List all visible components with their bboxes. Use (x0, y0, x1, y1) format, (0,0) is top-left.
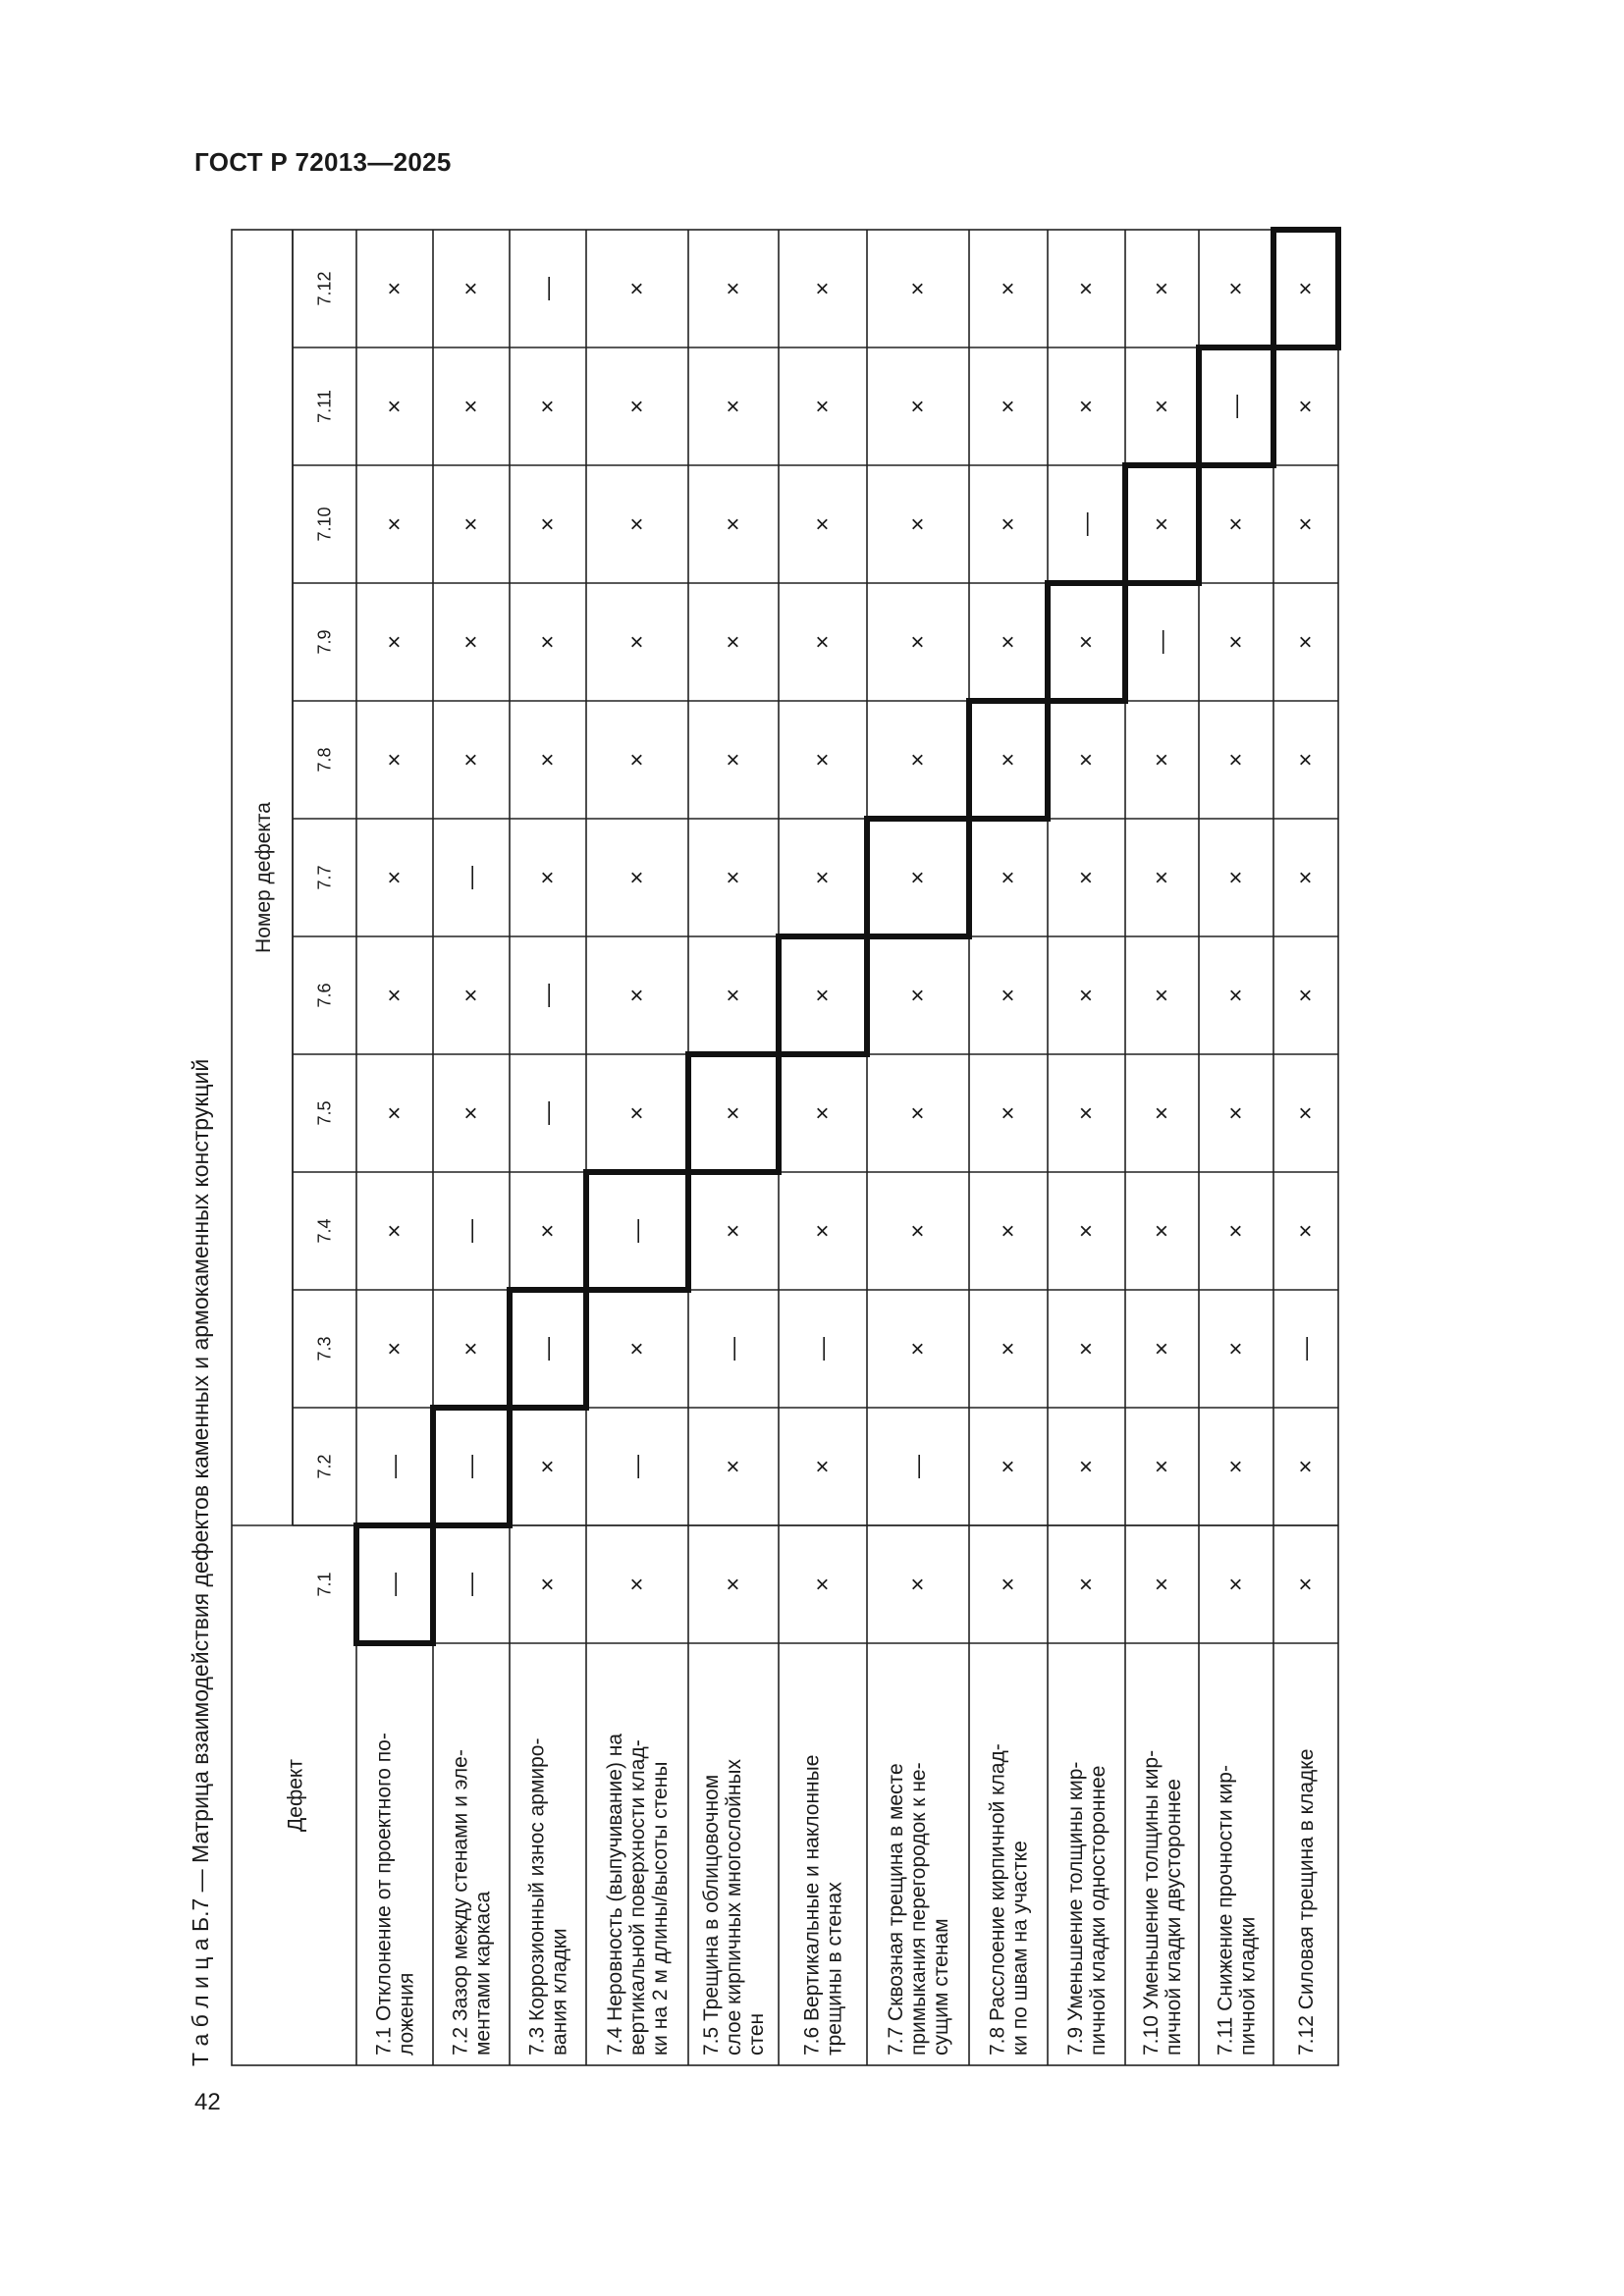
matrix-cell: × (1073, 1105, 1100, 1121)
matrix-cell: × (720, 988, 747, 1003)
matrix-cell: × (809, 1223, 837, 1239)
column-number: 7.4 (314, 1218, 335, 1244)
defect-name-line: 7.6 Вертикальные и наклонные (800, 1754, 824, 2056)
matrix-cell: — (1222, 395, 1250, 418)
matrix-cell: × (381, 634, 408, 650)
matrix-cell: × (1149, 870, 1175, 885)
matrix-cell: × (1222, 634, 1250, 650)
matrix-cell: × (1292, 1223, 1320, 1239)
matrix-cell: × (534, 1576, 562, 1592)
matrix-cell: × (995, 281, 1022, 296)
column-number: 7.5 (314, 1100, 335, 1126)
defect-name-line: вания кладки (548, 1928, 571, 2056)
matrix-cell: — (720, 1337, 747, 1361)
matrix-cell: × (1073, 988, 1100, 1003)
matrix-cell: × (1222, 870, 1250, 885)
matrix-cell: × (904, 516, 932, 532)
matrix-cell: × (623, 752, 651, 768)
defect-name-line: вертикальной поверхности клад- (626, 1739, 649, 2056)
matrix-cell: × (1149, 1576, 1175, 1592)
matrix-cell: × (1073, 1341, 1100, 1357)
matrix-cell: × (1292, 399, 1320, 414)
defect-name (450, 1749, 495, 2056)
matrix-cell: × (458, 752, 485, 768)
matrix-cell: × (1222, 281, 1250, 296)
matrix-cell: × (381, 399, 408, 414)
defect-name-line: 7.1 Отклонение от проектного по- (372, 1733, 396, 2056)
matrix-cell: × (458, 1341, 485, 1357)
defect-name-line: 7.12 Силовая трещина в кладке (1295, 1748, 1318, 2056)
matrix-cell: × (720, 1223, 747, 1239)
matrix-cell: × (458, 516, 485, 532)
matrix-cell: × (381, 516, 408, 532)
defect-name (885, 1762, 952, 2056)
defect-name-line: 7.5 Трещина в облицовочном (700, 1774, 723, 2056)
matrix-cell: × (381, 1341, 408, 1357)
matrix-cell: × (720, 634, 747, 650)
matrix-cell: × (904, 399, 932, 414)
defect-name-line: 7.2 Зазор между стенами и эле- (449, 1749, 472, 2056)
matrix-cell: × (534, 516, 562, 532)
matrix-cell: × (623, 281, 651, 296)
matrix-cell: × (1073, 1459, 1100, 1474)
column-number: 7.10 (314, 507, 335, 542)
matrix-cell: × (995, 516, 1022, 532)
column-number: 7.2 (314, 1454, 335, 1479)
matrix-cell: × (1149, 1223, 1175, 1239)
matrix-cell: × (809, 1576, 837, 1592)
column-number: 7.11 (314, 390, 335, 423)
defect-name (1064, 1762, 1110, 2056)
matrix-cell: × (623, 1341, 651, 1357)
defect-name (373, 1733, 418, 2056)
matrix-cell: × (720, 399, 747, 414)
matrix-cell: × (1222, 1576, 1250, 1592)
matrix-cell: × (1292, 516, 1320, 532)
defect-name-line: ки на 2 м длины/высоты стены (649, 1761, 672, 2056)
matrix-cell: × (1222, 1105, 1250, 1121)
matrix-cell: × (1073, 281, 1100, 296)
defect-name-line: примыкания перегородок к не- (907, 1762, 930, 2056)
defect-column-header: Дефект (284, 1759, 307, 1832)
defect-name-line: пичной кладки двустороннее (1163, 1779, 1185, 2056)
defect-name (987, 1743, 1032, 2056)
matrix-cell: × (623, 1576, 651, 1592)
matrix-cell: × (995, 399, 1022, 414)
matrix-cell: × (995, 870, 1022, 885)
matrix-cell: × (995, 1576, 1022, 1592)
matrix-cell: × (904, 1341, 932, 1357)
matrix-cell: × (458, 281, 485, 296)
matrix-cell: × (1292, 870, 1320, 885)
defect-name-line: 7.9 Уменьшение толщины кир- (1064, 1761, 1087, 2056)
defect-name (526, 1738, 571, 2056)
matrix-cell: × (995, 1223, 1022, 1239)
matrix-cell: × (1149, 988, 1175, 1003)
matrix-cell: × (1073, 870, 1100, 885)
matrix-cell: × (809, 634, 837, 650)
matrix-cell: × (904, 1576, 932, 1592)
matrix-cell: × (995, 1341, 1022, 1357)
matrix-cell: × (995, 634, 1022, 650)
matrix-cell: × (720, 870, 747, 885)
defect-name (1215, 1765, 1260, 2056)
matrix-cell: × (904, 870, 932, 885)
matrix-cell: — (534, 1337, 562, 1361)
matrix-cell: — (534, 1101, 562, 1125)
matrix-cell: × (1073, 399, 1100, 414)
matrix-cell: × (623, 1105, 651, 1121)
matrix-cell: × (381, 870, 408, 885)
matrix-cell: — (1149, 630, 1175, 654)
table-caption: Т а б л и ц а Б.7 — Матрица взаимодействия дефектов каменных и армокаменных конструкций (188, 1058, 213, 2066)
matrix-cell: × (1292, 988, 1320, 1003)
matrix-cell: × (623, 988, 651, 1003)
matrix-cell: — (904, 1455, 932, 1478)
defect-name-line: 7.7 Сквозная трещина в месте (885, 1763, 907, 2056)
column-number: 7.7 (314, 865, 335, 890)
matrix-cell: × (1149, 399, 1175, 414)
matrix-cell: — (381, 1573, 408, 1596)
standard-number: ГОСТ Р 72013—2025 (194, 147, 452, 177)
defect-name (604, 1734, 672, 2056)
defect-name-line: сущим стенам (930, 1918, 952, 2056)
matrix-cell: × (1292, 1459, 1320, 1474)
matrix-cell: × (458, 634, 485, 650)
matrix-cell: × (623, 870, 651, 885)
matrix-cell: × (809, 516, 837, 532)
matrix-cell: × (381, 752, 408, 768)
matrix-cell: × (458, 988, 485, 1003)
matrix-cell: × (995, 752, 1022, 768)
matrix-cell: × (809, 1459, 837, 1474)
matrix-cell: × (904, 1223, 932, 1239)
defect-name-line: ки по швам на участке (1008, 1841, 1032, 2056)
matrix-cell: × (1149, 1459, 1175, 1474)
matrix-cell: × (623, 399, 651, 414)
matrix-cell: × (904, 752, 932, 768)
matrix-cell: × (904, 988, 932, 1003)
matrix-cell: × (1222, 1341, 1250, 1357)
matrix-cell: — (458, 866, 485, 889)
column-number: 7.9 (314, 629, 335, 655)
page-number: 42 (194, 2089, 221, 2115)
matrix-cell: — (809, 1337, 837, 1361)
defect-name-line: 7.3 Коррозионный износ армиро- (525, 1737, 549, 2056)
matrix-cell: × (534, 870, 562, 885)
matrix-cell: × (1073, 1576, 1100, 1592)
matrix-cell: — (534, 984, 562, 1007)
defect-name-line: 7.11 Снижение прочности кир- (1214, 1765, 1237, 2056)
matrix-cell: × (809, 752, 837, 768)
matrix-cell: × (1149, 1341, 1175, 1357)
column-number: 7.12 (314, 271, 335, 306)
column-number: 7.3 (314, 1336, 335, 1362)
matrix-cell: × (1222, 1223, 1250, 1239)
matrix-cell: — (623, 1455, 651, 1478)
column-number: 7.6 (314, 983, 335, 1008)
matrix-cell: × (623, 516, 651, 532)
matrix-cell: × (534, 634, 562, 650)
defect-name (1140, 1750, 1185, 2056)
matrix-cell: × (1149, 281, 1175, 296)
matrix-cell: × (381, 988, 408, 1003)
matrix-cell: × (995, 1459, 1022, 1474)
defect-name-line: 7.10 Уменьшение толщины кир- (1140, 1749, 1163, 2056)
matrix-cell: × (720, 281, 747, 296)
matrix-cell: × (720, 752, 747, 768)
matrix-cell: × (720, 516, 747, 532)
matrix-cell: × (534, 752, 562, 768)
column-number: 7.1 (314, 1572, 335, 1597)
matrix-cell: — (458, 1455, 485, 1478)
matrix-cell: × (809, 1105, 837, 1121)
matrix-cell: — (381, 1455, 408, 1478)
matrix-cell: × (995, 1105, 1022, 1121)
matrix-cell: × (1292, 634, 1320, 650)
matrix-cell: × (381, 281, 408, 296)
matrix-cell: — (1073, 512, 1100, 536)
matrix-cell: — (534, 277, 562, 300)
matrix-cell: × (1292, 752, 1320, 768)
matrix-cell: × (1149, 516, 1175, 532)
matrix-cell: × (381, 1223, 408, 1239)
matrix-cell: — (623, 1219, 651, 1243)
matrix-cell: × (809, 399, 837, 414)
matrix-cell: × (904, 634, 932, 650)
column-number: 7.8 (314, 747, 335, 773)
matrix-cell: × (809, 870, 837, 885)
matrix-cell: × (623, 634, 651, 650)
matrix-cell: × (720, 1459, 747, 1474)
defect-name (700, 1758, 768, 2056)
number-group-header: Номер дефекта (252, 802, 275, 953)
defect-name-line: пичной кладки (1236, 1916, 1260, 2056)
matrix-cell: — (458, 1573, 485, 1596)
matrix-cell: × (809, 988, 837, 1003)
defect-name-line: ложения (395, 1972, 418, 2056)
defect-name-line: трещины в стенах (823, 1882, 846, 2056)
defect-name-line: пичной кладки одностороннее (1087, 1765, 1110, 2056)
matrix-cell: × (1073, 1223, 1100, 1239)
defect-name-line: ментами каркаса (471, 1891, 495, 2056)
matrix-cell: × (1222, 752, 1250, 768)
matrix-cell: × (534, 399, 562, 414)
matrix-cell: × (720, 1105, 747, 1121)
matrix-cell: × (534, 1223, 562, 1239)
matrix-cell: × (381, 1105, 408, 1121)
matrix-cell: × (1292, 1576, 1320, 1592)
matrix-cell: × (1292, 281, 1320, 296)
matrix-cell: — (458, 1219, 485, 1243)
matrix-cell: × (720, 1576, 747, 1592)
defect-name (801, 1755, 846, 2056)
defect-name-line: слое кирпичных многослойных (723, 1758, 745, 2056)
defect-name-line: стен (745, 2012, 768, 2056)
matrix-cell: × (534, 1459, 562, 1474)
matrix-cell: × (1292, 1105, 1320, 1121)
matrix-cell: × (1222, 1459, 1250, 1474)
defect-name-line: 7.4 Неровность (выпучивание) на (604, 1733, 626, 2056)
matrix-cell: — (1292, 1337, 1320, 1361)
defect-name (1295, 1749, 1318, 2056)
matrix-cell: × (458, 1105, 485, 1121)
defect-name-line: 7.8 Расслоение кирпичной клад- (986, 1743, 1009, 2056)
matrix-cell: × (904, 281, 932, 296)
matrix-cell: × (1222, 516, 1250, 532)
matrix-cell: × (904, 1105, 932, 1121)
matrix-cell: × (458, 399, 485, 414)
matrix-cell: × (995, 988, 1022, 1003)
matrix-cell: × (1149, 1105, 1175, 1121)
matrix-cell: × (1222, 988, 1250, 1003)
matrix-cell: × (1149, 752, 1175, 768)
matrix-cell: × (1073, 752, 1100, 768)
matrix-cell: × (809, 281, 837, 296)
matrix-cell: × (1073, 634, 1100, 650)
